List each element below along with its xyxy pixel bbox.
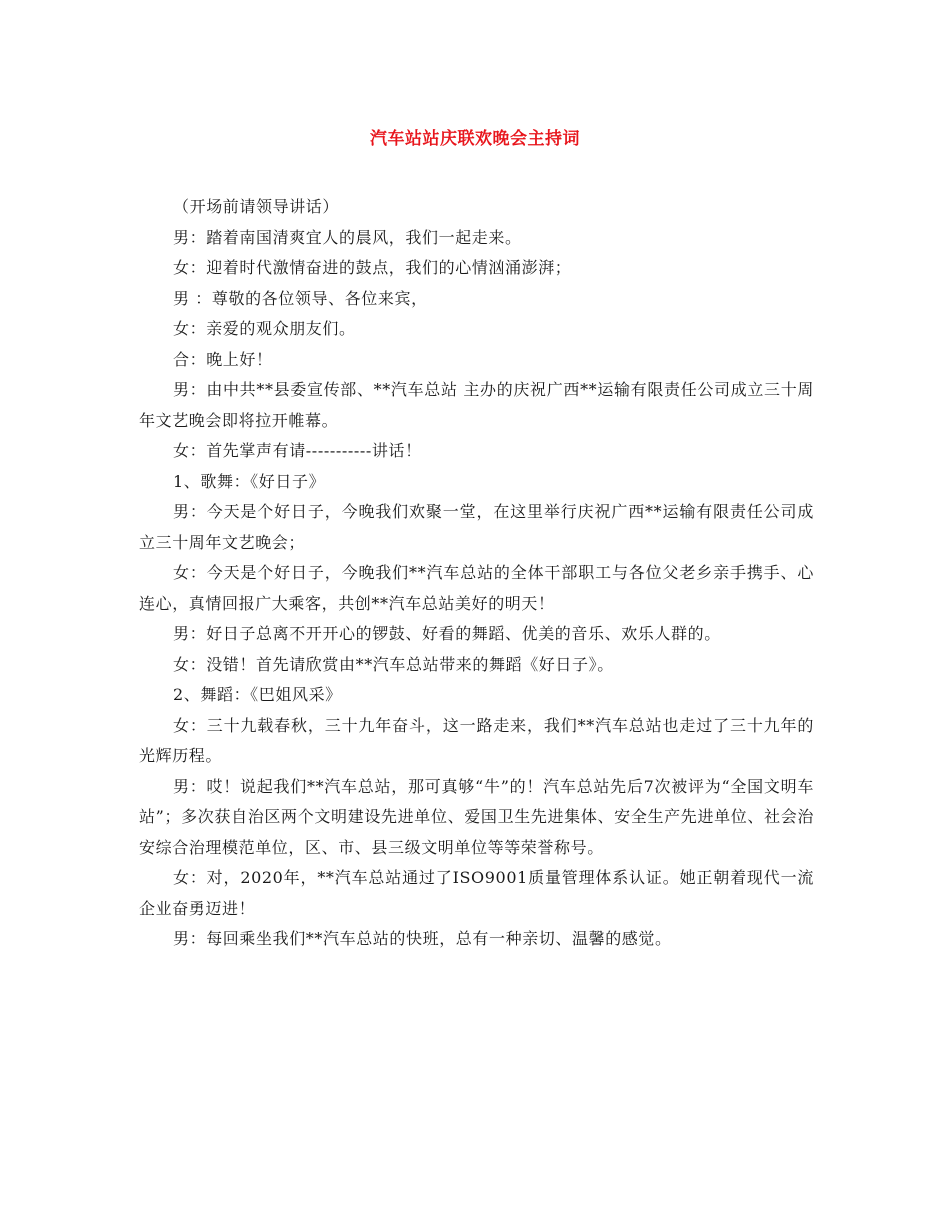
paragraph: 男 ：尊敬的各位领导、各位来宾， [173,288,428,308]
paragraph: 男：踏着南国清爽宜人的晨风，我们一起走来。 [173,227,522,247]
paragraph: 女：对，2020年，**汽车总站通过了ISO9001质量管理体系认证。她正朝着现代一流企业奋勇迈进！ [139,868,814,918]
paragraph: 女：迎着时代激情奋进的鼓点，我们的心情汹涌澎湃； [173,258,572,277]
paragraph: （开场前请领导讲话） [173,197,340,216]
paragraph: 1、歌舞：《好日子》 [173,471,326,491]
paragraph: 合：晚上好！ [173,349,273,369]
paragraph: 女：首先掌声有请-----------讲话！ [173,441,422,460]
paragraph: 2、舞蹈：《巴姐风采》 [173,685,342,704]
paragraph: 男：今天是个好日子，今晚我们欢聚一堂，在这里举行庆祝广西**运输有限责任公司成立三十周年文艺晚会； [139,502,814,552]
paragraph: 女：今天是个好日子，今晚我们**汽车总站的全体干部职工与各位父老乡亲手携手、心连心，真情回报广大乘客，共创**汽车总站美好的明天！ [139,563,814,613]
paragraph: 女：三十九载春秋，三十九年奋斗，这一路走来，我们**汽车总站也走过了三十九年的光辉历程。 [139,715,814,765]
document-body [139,192,814,955]
paragraph: 男：由中共**县委宣传部、**汽车总站 主办的庆祝广西**运输有限责任公司成立三十周年文艺晚会即将拉开帷幕。 [139,380,814,430]
paragraph: 女：没错！首先请欣赏由**汽车总站带来的舞蹈《好日子》。 [173,654,614,674]
paragraph: 男：每回乘坐我们**汽车总站的快班，总有一种亲切、温馨的感觉。 [173,929,672,948]
paragraph: 男：哎！说起我们**汽车总站，那可真够“牛”的！汽车总站先后7次被评为“全国文明车站”；多次获自治区两个文明建设先进单位、爱国卫生先进集体、安全生产先进单位、社会治安综合治理模范单位，区、市、县三级文明单位等等荣誉称号。 [139,776,814,857]
document-title: 汽车站站庆联欢晚会主持词 [370,129,580,149]
paragraph: 男：好日子总离不开开心的锣鼓、好看的舞蹈、优美的音乐、欢乐人群的。 [173,624,721,643]
paragraph: 女：亲爱的观众朋友们。 [173,319,356,338]
